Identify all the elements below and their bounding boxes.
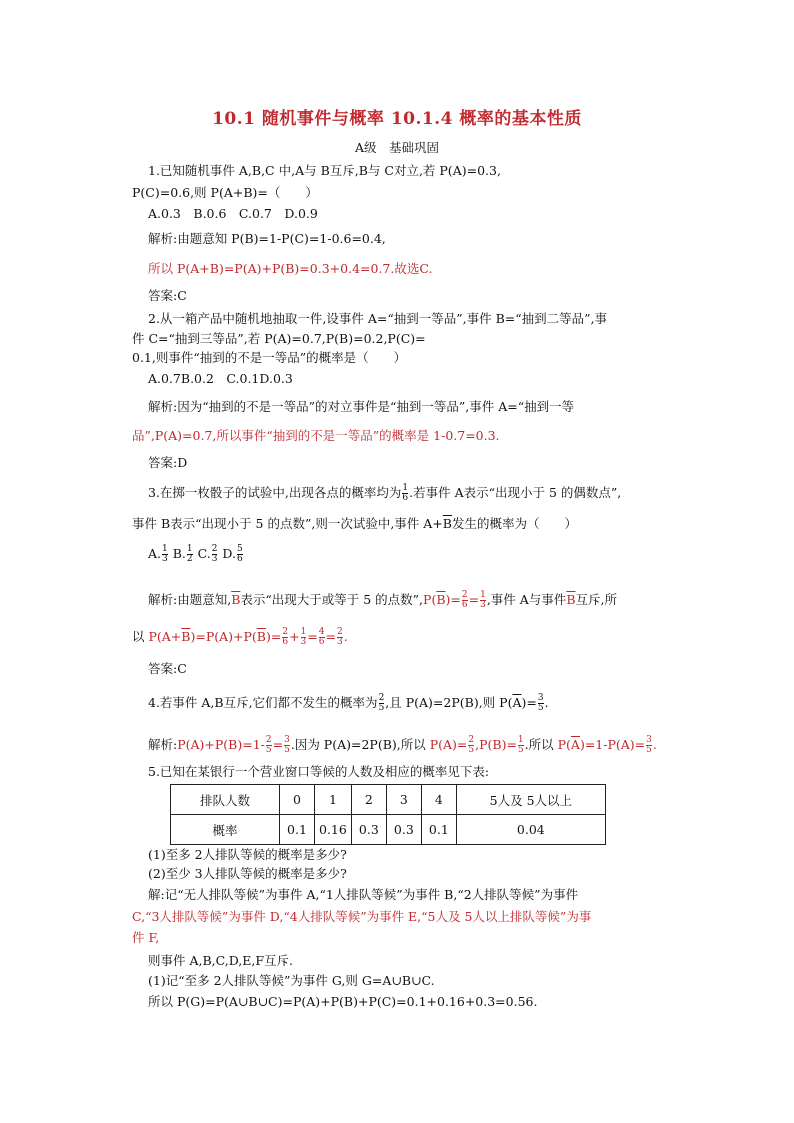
q5-solution3: 件 F, (132, 930, 160, 945)
q2-options: A.0.7B.0.2 C.0.1D.0.3 (148, 371, 293, 386)
q2-line1: 2.从一箱产品中随机地抽取一件,设事件 A=“抽到一等品”,事件 B=“抽到二等品”,事 (148, 311, 608, 326)
q5-solution6: 所以 P(G)=P(A∪B∪C)=P(A)+P(B)+P(C)=0.1+0.16+0.3=0.56. (148, 994, 538, 1009)
q2-solution1: 解析:因为“抽到的不是一等品”的对立事件是“抽到一等品”,事件 A=“抽到一等 (148, 399, 575, 414)
q5-solution4: 则事件 A,B,C,D,E,F互斥. (148, 953, 294, 968)
q5-part2: (2)至少 3人排队等候的概率是多少? (148, 866, 347, 881)
q2-line2: 件 C=“抽到三等品”,若 P(A)=0.7,P(B)=0.2,P(C)= (132, 331, 426, 346)
q1-line1: 1.已知随机事件 A,B,C 中,A与 B互斥,B与 C对立,若 P(A)=0.3, (148, 163, 501, 178)
q2-solution2: 品”,P(A)=0.7,所以事件“抽到的不是一等品”的概率是 1-0.7=0.3. (132, 428, 500, 443)
table-row: 排队人数 0 1 2 3 4 5人及 5人以上 (171, 785, 606, 815)
q3-solution2: 以 $P(A+\overline{B})=P(A)+P(\overline{B})=$ $\frac{2}{6}$ + $\frac{1}{3}$ = $\frac{4}{6}$ = $\frac{2}{3}$ . (132, 627, 348, 647)
q3-solution1: 解析:由题意知$,\overline{B}$表示“出现大于或等于 5 的点数$”,P(\overline{B})=$ $\frac{2}{6}$ = $\frac{1}{3}$ ,事件 A与事件$\overline{B}$互斥,所 (148, 590, 617, 610)
level-heading: A级 基础巩固 (354, 140, 440, 155)
q2-answer: 答案:D (148, 455, 188, 470)
fraction: $\frac{1}{6}$ (402, 483, 409, 503)
queue-probability-table (170, 784, 606, 845)
q1-solution1: 解析:由题意知 P(B)=1-P(C)=1-0.6=0.4, (148, 231, 386, 246)
q1-options: A.0.3 B.0.6 C.0.7 D.0.9 (148, 206, 318, 221)
q5-solution1: 解:记“无人排队等候”为事件 A,“1人排队等候”为事件 B,“2人排队等候”为事件 (148, 887, 579, 902)
q5-solution2: C,“3人排队等候”为事件 D,“4人排队等候”为事件 E,“5人及 5人以上排队等候”为事 (132, 909, 592, 924)
q1-line2: P(C)=0.6,则 P(A+B)=（ ） (132, 185, 318, 200)
q3-answer: 答案:C (148, 661, 187, 676)
table-row: 概率 0.1 0.16 0.3 0.3 0.1 0.04 (171, 815, 606, 845)
q1-answer: 答案:C (148, 288, 187, 303)
q4-line1: 4.若事件 A,B互斥,它们都不发生的概率为 $\frac{2}{5}$ ,且 P(A)=2P(B),则 $P(\overline{A})=$ $\frac{3}{5}$ . (148, 693, 549, 713)
q5-part1: (1)至多 2人排队等候的概率是多少? (148, 847, 347, 862)
q5-solution5: (1)记“至多 2人排队等候”为事件 G,则 G=A∪B∪C. (148, 973, 435, 988)
q2-line3: 0.1,则事件“抽到的不是一等品”的概率是（ ） (132, 350, 407, 365)
q5-line1: 5.已知在某银行一个营业窗口等候的人数及相应的概率见下表: (148, 764, 490, 779)
q1-solution2: 所以 P(A+B)=P(A)+P(B)=0.3+0.4=0.7.故选C. (148, 261, 433, 276)
q3-line2: 事件 B表示“出现小于 5 的点数”,则一次试验中,事件 $A+\overline{B}$发生的概率为（ ） (132, 516, 577, 531)
q3-options: A. $\frac{1}{3}$ B. $\frac{1}{2}$ C. $\frac{2}{3}$ D. $\frac{5}{6}$ (148, 544, 243, 564)
q3-line1: 3.在掷一枚骰子的试验中,出现各点的概率均为 $\frac{1}{6}$ .若事件 A表示“出现小于 5 的偶数点”, (148, 483, 622, 503)
q4-solution: 解析:P(A)+P(B)=1- $\frac{2}{5}$ = $\frac{3}{5}$ .因为 P(A)=2P(B),所以 P(A)= $\frac{2}{5}$ ,P(B)= $\frac{1}{5}$ .所以 $P(\overline{A})=1-P(A)=$ $\frac{3}{5}$ . (148, 735, 657, 755)
page-title: 10.1 随机事件与概率 10.1.4 概率的基本性质 (212, 109, 582, 129)
